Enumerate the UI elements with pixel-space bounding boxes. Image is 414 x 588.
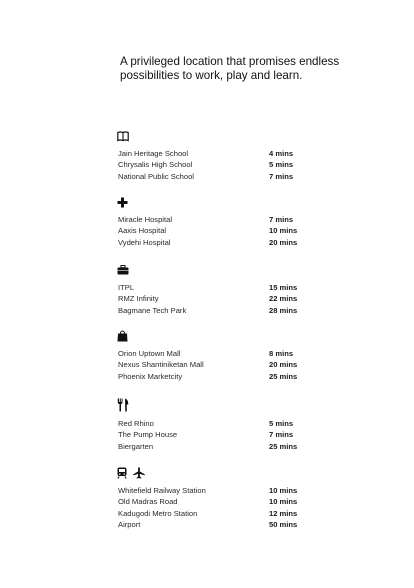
travel-time: 8 mins [269, 349, 294, 358]
list-item [117, 293, 317, 304]
place-name: National Public School [118, 171, 194, 181]
list-item [117, 418, 317, 429]
place-name: Red Rhino [118, 419, 154, 428]
travel-time: 10 mins [269, 497, 298, 507]
list-item [117, 225, 317, 236]
travel-time: 28 mins [269, 305, 298, 315]
list-item [117, 359, 317, 370]
list-item [117, 519, 317, 530]
medical-cross-icon [117, 197, 128, 208]
list-item [117, 508, 317, 519]
travel-time: 20 mins [269, 360, 298, 370]
list-item [117, 441, 317, 452]
list-item [117, 496, 317, 507]
list-item [117, 305, 317, 316]
section-transport [117, 466, 317, 530]
travel-time: 22 mins [269, 294, 298, 304]
place-name: Vydehi Hospital [118, 237, 171, 247]
place-name: Phoenix Marketcity [118, 371, 183, 381]
section-restaurants [117, 397, 317, 452]
list-item [117, 371, 317, 382]
travel-time: 50 mins [269, 519, 298, 529]
place-name: Old Madras Road [118, 497, 178, 507]
section-tech-parks [117, 263, 317, 316]
section-hospitals [117, 195, 317, 248]
train-icon [117, 467, 127, 479]
travel-time: 5 mins [269, 419, 294, 428]
list-item [117, 348, 317, 359]
list-item [117, 237, 317, 248]
place-name: The Pump House [118, 430, 178, 440]
travel-time: 20 mins [269, 237, 298, 247]
list-item [117, 214, 317, 225]
place-name: Biergarten [118, 441, 154, 451]
travel-time: 15 mins [269, 283, 298, 292]
list-item [117, 148, 317, 159]
headline: A privileged location that promises endless possibilities to work, play and learn. [120, 55, 340, 82]
place-name: Airport [118, 519, 141, 529]
travel-time: 5 mins [269, 160, 294, 170]
travel-time: 25 mins [269, 441, 298, 451]
list-item [117, 282, 317, 293]
briefcase-icon [117, 265, 129, 275]
fork-knife-icon [117, 398, 129, 412]
book-icon [117, 131, 129, 142]
place-name: Chrysalis High School [118, 160, 193, 170]
place-name: Jain Heritage School [118, 149, 189, 158]
travel-time: 10 mins [269, 486, 298, 495]
travel-time: 7 mins [269, 430, 294, 440]
travel-time: 10 mins [269, 226, 298, 236]
airplane-icon [133, 467, 145, 479]
travel-time: 12 mins [269, 508, 298, 518]
place-name: RMZ Infinity [118, 294, 159, 304]
list-item [117, 429, 317, 440]
place-name: Orion Uptown Mall [118, 349, 181, 358]
section-schools [117, 129, 317, 182]
travel-time: 25 mins [269, 371, 298, 381]
place-name: Bagmane Tech Park [118, 305, 187, 315]
travel-time: 7 mins [269, 215, 294, 224]
travel-time: 4 mins [269, 149, 294, 158]
place-name: Nexus Shantiniketan Mall [118, 360, 204, 370]
shopping-bag-icon [117, 330, 128, 342]
list-item [117, 159, 317, 170]
section-malls [117, 329, 317, 382]
place-name: Miracle Hospital [118, 215, 173, 224]
place-name: ITPL [118, 283, 135, 292]
travel-time: 7 mins [269, 171, 294, 181]
place-name: Aaxis Hospital [118, 226, 167, 236]
list-item [117, 485, 317, 496]
place-name: Kadugodi Metro Station [118, 508, 198, 518]
place-name: Whitefield Railway Station [118, 486, 206, 495]
list-item [117, 171, 317, 182]
